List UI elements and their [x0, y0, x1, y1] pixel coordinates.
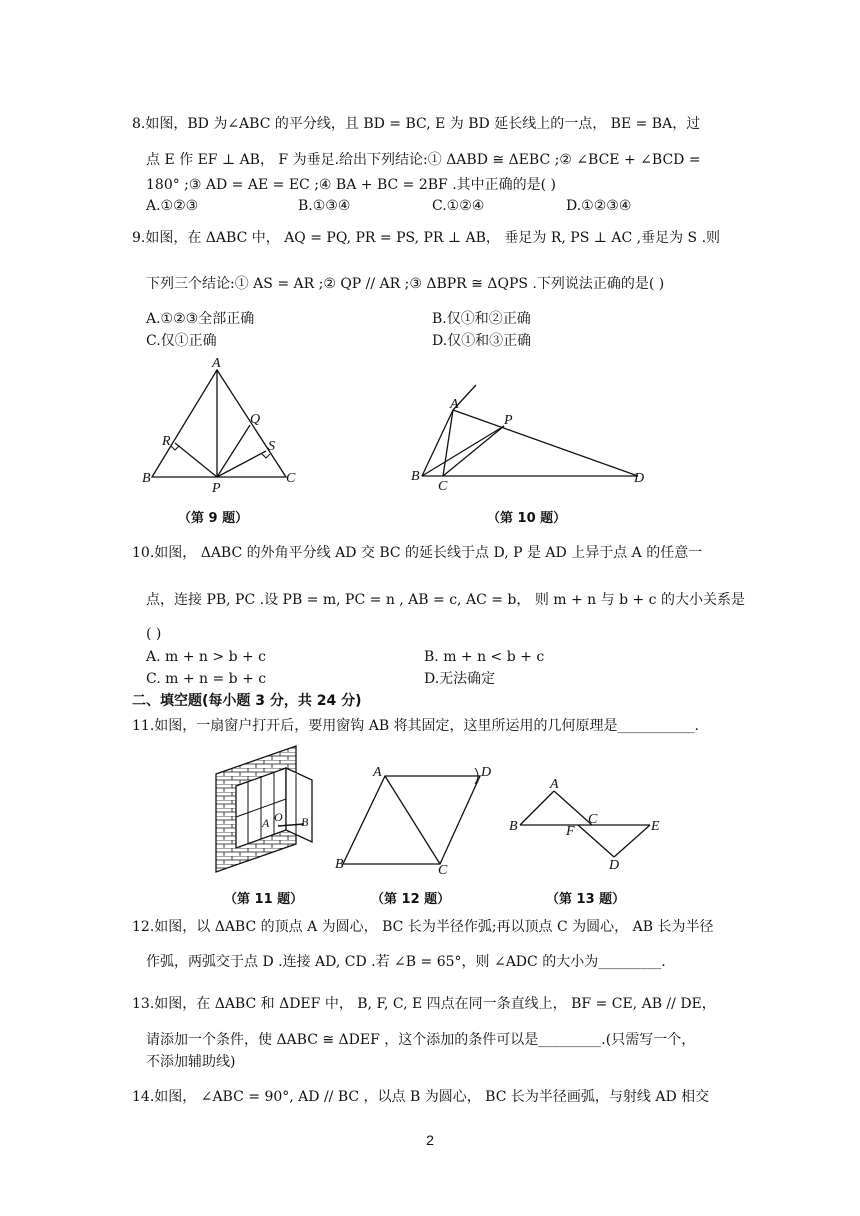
- q10-line-2: 点，连接 PB, PC .设 PB = m, PC = n , AB = c, AC = b， 则 m + n 与 b + c 的大小关系是: [146, 592, 745, 608]
- q8-line-1: 8.如图，BD 为∠ABC 的平分线，且 BD = BC, E 为 BD 延长线上的一点， BE = BA，过: [132, 116, 701, 132]
- q8-line-2: 点 E 作 EF ⊥ AB， F 为垂足.给出下列结论:① ΔABD ≅ ΔEBC ;② ∠BCE + ∠BCD =: [146, 152, 701, 168]
- f11-label-b: B: [301, 815, 309, 829]
- caption-figure-13: （第 13 题）: [546, 892, 626, 907]
- q10-line-1: 10.如图， ΔABC 的外角平分线 AD 交 BC 的延长线于点 D, P 是 AD 上异于点 A 的任意一: [132, 545, 703, 561]
- f9-label-s: S: [268, 439, 275, 454]
- f13-label-f: F: [566, 824, 575, 839]
- q10-line-3: ( ): [146, 626, 162, 642]
- f13-label-b: B: [509, 819, 518, 834]
- q10-option-c: C. m + n = b + c: [146, 671, 267, 687]
- q8-option-c: C.①②④: [432, 198, 485, 214]
- figure-10: [408, 380, 658, 494]
- caption-figure-12: （第 12 题）: [371, 892, 451, 907]
- f12-label-d: D: [481, 765, 492, 780]
- q9-line-1: 9.如图，在 ΔABC 中， AQ = PQ, PR = PS, PR ⊥ AB， 垂足为 R, PS ⊥ AC ,垂足为 S .则: [132, 230, 721, 246]
- f9-label-p: P: [212, 481, 221, 496]
- f9-label-a: A: [212, 356, 221, 371]
- section-heading-fill-in: 二、填空题(每小题 3 分，共 24 分): [132, 693, 362, 709]
- q8-option-a: A.①②③: [146, 198, 199, 214]
- figure-11: [212, 744, 327, 879]
- figure-13: [508, 775, 668, 873]
- q11-line: 11.如图，一扇窗户打开后，要用窗钩 AB 将其固定，这里所运用的几何原理是___________.: [132, 718, 700, 734]
- figure-9: [140, 355, 310, 495]
- f10-label-c: C: [438, 479, 448, 494]
- q10-option-a: A. m + n > b + c: [146, 649, 266, 665]
- f10-label-d: D: [634, 471, 645, 486]
- f12-label-c: C: [438, 863, 448, 878]
- q9-option-d: D.仅①和③正确: [432, 333, 532, 349]
- q12-line-2: 作弧，两弧交于点 D .连接 AD, CD .若 ∠B = 65°，则 ∠ADC 的大小为_________.: [146, 954, 666, 970]
- caption-figure-10: （第 10 题）: [487, 511, 567, 526]
- q8-option-d: D.①②③④: [566, 198, 632, 214]
- f10-label-a: A: [450, 397, 459, 412]
- f10-label-p: P: [504, 413, 513, 428]
- q8-line-3: 180° ;③ AD = AE = EC ;④ BA + BC = 2BF .其中正确的是( ): [146, 177, 557, 193]
- q13-line-2: 请添加一个条件，使 ΔABC ≅ ΔDEF ，这个添加的条件可以是_________.(只需写一个，: [146, 1032, 696, 1048]
- f13-label-a: A: [550, 777, 559, 792]
- f9-label-q: Q: [250, 412, 261, 427]
- caption-figure-9: （第 9 题）: [178, 511, 249, 526]
- q14-line-1: 14.如图， ∠ABC = 90°, AD // BC ，以点 B 为圆心， BC 长为半径画弧，与射线 AD 相交: [132, 1089, 710, 1105]
- f9-label-b: B: [142, 471, 151, 486]
- f13-label-e: E: [651, 819, 660, 834]
- q13-line-1: 13.如图，在 ΔABC 和 ΔDEF 中， B, F, C, E 四点在同一条直线上， BF = CE, AB // DE，: [132, 996, 716, 1012]
- q13-line-3: 不添加辅助线): [146, 1054, 236, 1070]
- f12-label-b: B: [335, 857, 344, 872]
- f10-label-b: B: [411, 469, 420, 484]
- caption-figure-11: （第 11 题）: [224, 892, 304, 907]
- q8-option-b: B.①③④: [298, 198, 351, 214]
- f11-label-o: O: [274, 810, 283, 824]
- q12-line-1: 12.如图，以 ΔABC 的顶点 A 为圆心， BC 长为半径作弧;再以顶点 C 为圆心， AB 长为半径: [132, 919, 714, 935]
- q9-option-a: A.①②③全部正确: [146, 311, 255, 327]
- f13-label-c: C: [588, 812, 598, 827]
- q10-option-d: D.无法确定: [424, 671, 496, 687]
- f12-label-a: A: [373, 765, 382, 780]
- f11-label-a: A: [262, 816, 270, 830]
- f9-label-r: R: [162, 434, 171, 449]
- f13-label-d: D: [609, 858, 620, 873]
- figure-12: [335, 762, 505, 877]
- page-number: 2: [426, 1132, 434, 1148]
- q9-option-b: B.仅①和②正确: [432, 311, 531, 327]
- q9-option-c: C.仅①正确: [146, 333, 217, 349]
- q9-line-2: 下列三个结论:① AS = AR ;② QP // AR ;③ ΔBPR ≅ ΔQPS .下列说法正确的是( ): [146, 276, 665, 292]
- f9-label-c: C: [286, 471, 296, 486]
- q10-option-b: B. m + n < b + c: [424, 649, 545, 665]
